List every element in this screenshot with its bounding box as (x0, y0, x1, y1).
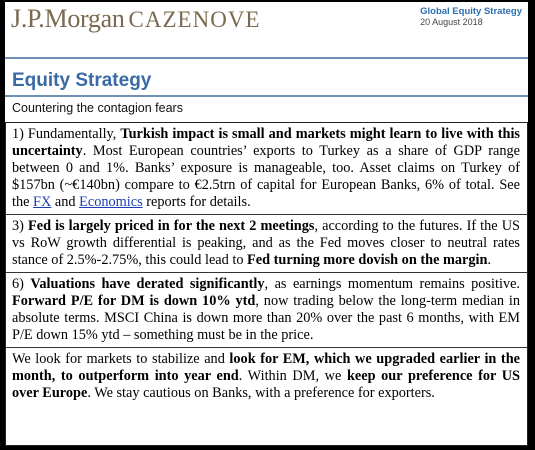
paragraph-valuations (6, 272, 527, 347)
logo-main: J.P.Morgan (11, 4, 125, 33)
text: reports for details. (142, 194, 251, 210)
logo-sub: CAZENOVE (128, 7, 261, 32)
bold-text: Fed is largely priced in for the next 2 meetings (27, 218, 315, 234)
paragraph-turkey (6, 123, 527, 214)
text: 1) Fundamentally, (12, 126, 121, 142)
bold-text: keep our preference for US over Europe (12, 368, 521, 401)
text: . Within DM, we (238, 368, 347, 384)
text: and (51, 194, 80, 210)
company-logo (11, 4, 260, 34)
page-subtitle: Countering the contagion fears (12, 101, 183, 115)
text: 6) (12, 276, 31, 292)
text: , as earnings momentum remains positive. (264, 276, 521, 292)
header-divider (5, 57, 528, 59)
bold-text: Forward P/E for DM is down 10% ytd (12, 293, 256, 309)
text: , now trading below the long-term median in absolute terms. MSCI China is down more than 20% over the past 6 months, with EM P/E down 15% ytd – something must be in the price. (12, 293, 520, 343)
text: , according to the futures. If the US vs RoW growth differential is peaking, and as the Fed moves closer to neutral rates stance of 2.5%-2.75%, this could lead to (12, 218, 520, 268)
paragraph-fed (6, 214, 527, 272)
page-title: Equity Strategy (12, 70, 152, 91)
economics-report-link[interactable]: Economics (79, 194, 143, 210)
report-type: Global Equity Strategy (420, 6, 522, 17)
report-page (5, 2, 528, 446)
text: . Most European countries’ exports to Turkey as a share of GDP range between 0 and 1%. Banks’ exposure is manageable, too. Asset claims on Turkey of $157bn (~€140bn) compare to €2.5trn of capital for European Banks, 6% of total. See the (12, 143, 520, 210)
content-box (5, 122, 528, 446)
text: . (487, 252, 492, 268)
bold-text: look for EM, which we upgraded earlier in the month, to outperform into year end (12, 351, 520, 384)
text: . We stay cautious on Banks, with a preference for exporters. (87, 385, 435, 401)
report-meta (420, 6, 522, 27)
paragraph-outlook (6, 347, 527, 405)
bold-text: Fed turning more dovish on the margin (247, 252, 488, 268)
report-date: 20 August 2018 (420, 17, 483, 27)
text: 3) (12, 218, 28, 234)
bold-text: Turkish impact is small and markets might learn to live with this uncertainty (12, 126, 520, 159)
text: We look for markets to stabilize and (12, 351, 230, 367)
bold-text: Valuations have derated significantly (30, 276, 265, 292)
title-divider (5, 95, 528, 97)
fx-report-link[interactable]: FX (33, 194, 52, 210)
